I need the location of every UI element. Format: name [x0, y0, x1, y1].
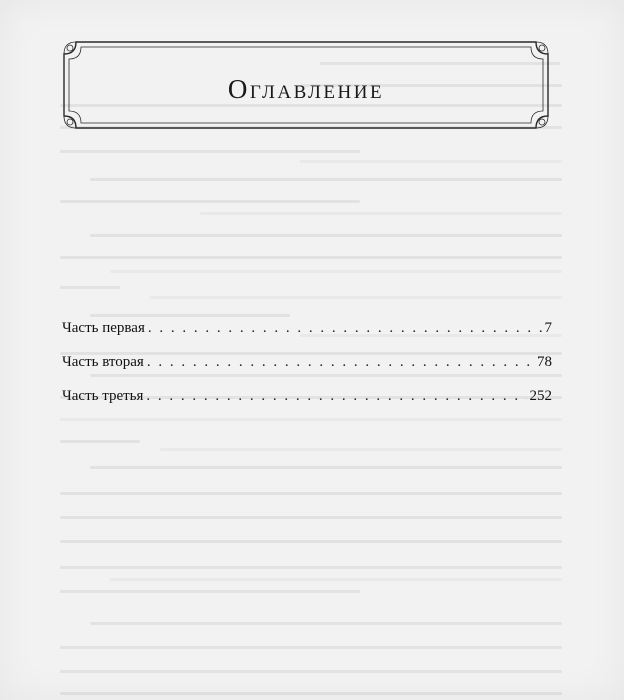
- toc-entry-part-two[interactable]: [62, 354, 552, 388]
- toc-entry-label: Часть первая: [62, 320, 145, 336]
- toc-entry-part-one[interactable]: [62, 320, 552, 354]
- toc-entry-page: 7: [544, 320, 552, 336]
- toc-entry-page: 252: [529, 388, 552, 404]
- page-title: Оглавление: [227, 74, 385, 104]
- toc-entry-part-three[interactable]: [62, 388, 552, 422]
- toc-leader-dots: [147, 354, 534, 371]
- toc-entry-page: 78: [537, 354, 552, 370]
- toc-leader-dots: [146, 388, 526, 405]
- toc-leader-dots: [148, 320, 542, 337]
- table-of-contents: [62, 320, 552, 422]
- toc-entry-label: Часть третья: [62, 388, 144, 404]
- title-frame: [62, 40, 550, 130]
- toc-entry-label: Часть вторая: [62, 354, 144, 370]
